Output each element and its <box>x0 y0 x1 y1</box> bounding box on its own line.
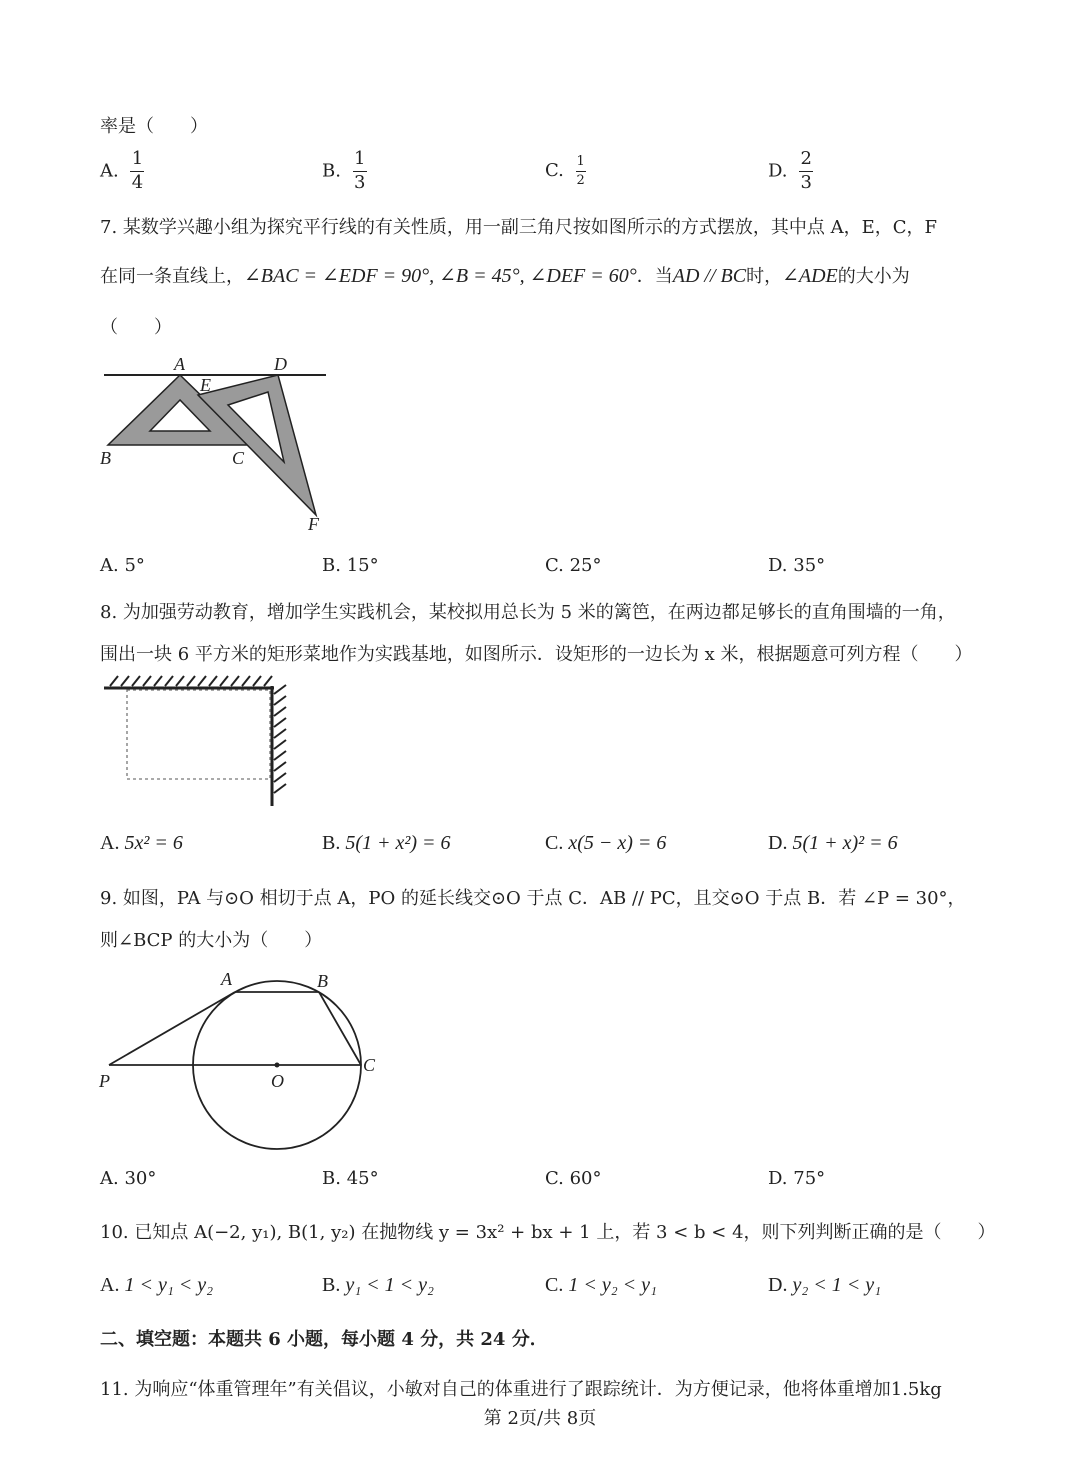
label-a: A <box>221 969 232 989</box>
parallel-condition: AD // BC <box>672 265 747 287</box>
label-c: C <box>363 1055 376 1075</box>
hatch-mark <box>264 676 272 686</box>
q10-option-d: D. y₂ < 1 < y₁ <box>768 1274 882 1296</box>
hatch-mark <box>220 676 228 686</box>
q6-option-b <box>322 150 367 193</box>
option-letter: B. <box>322 160 341 182</box>
q9-option-a: A. 30° <box>100 1168 157 1189</box>
angle-ade: ∠ADE <box>782 265 838 287</box>
q8-option-c: C. x(5 − x) = 6 <box>545 832 667 854</box>
label-o: O <box>271 1071 284 1091</box>
q7-option-b: B. 15° <box>322 555 379 576</box>
q7-option-c: C. 25° <box>545 555 602 576</box>
hatch-mark <box>154 676 162 686</box>
hatch-mark <box>274 696 286 705</box>
angle-equation: ∠BAC = ∠EDF = 90°, ∠B = 45°, ∠DEF = 60° <box>244 265 637 287</box>
option-letter: A. <box>100 160 119 182</box>
q6-option-d <box>768 150 813 193</box>
q6-tail: 率是（ ） <box>100 116 208 137</box>
wall-hatching <box>110 676 286 793</box>
vegetable-plot <box>127 690 270 779</box>
hatch-mark <box>274 729 286 738</box>
option-letter: C. <box>545 160 564 182</box>
tangent-pa <box>109 992 235 1065</box>
option-letter: D. <box>768 160 788 182</box>
q7-line3: （ ） <box>100 317 172 338</box>
q7-triangle-figure <box>98 350 338 540</box>
fraction: $\frac{1}{2}$ <box>576 154 585 188</box>
hatch-mark <box>143 676 151 686</box>
center-point <box>275 1063 280 1068</box>
fraction: $\frac{1}{3}$ <box>353 148 366 193</box>
hatch-mark <box>274 707 286 716</box>
hatch-mark <box>253 676 261 686</box>
q8-wall-figure <box>100 672 300 812</box>
q6-option-a <box>100 150 144 193</box>
label-b: B <box>317 971 328 991</box>
label-b: B <box>100 448 111 468</box>
label-p: P <box>99 1071 110 1091</box>
q11-line1: 11. 为响应“体重管理年”有关倡议，小敏对自己的体重进行了跟踪统计．为方便记录，他将体重增加1.5kg <box>100 1379 942 1400</box>
q9-option-b: B. 45° <box>322 1168 379 1189</box>
q9-circle-figure <box>95 965 395 1160</box>
q8-option-a: A. 5x² = 6 <box>100 832 183 854</box>
hatch-mark <box>274 718 286 727</box>
hatch-mark <box>209 676 217 686</box>
hatch-mark <box>198 676 206 686</box>
section-heading: 二、填空题：本题共 6 小题，每小题 4 分，共 24 分． <box>100 1329 548 1350</box>
label-a: A <box>174 354 185 374</box>
q9-option-c: C. 60° <box>545 1168 602 1189</box>
q7-option-a: A. 5° <box>100 555 145 576</box>
q9-line2: 则∠BCP 的大小为（ ） <box>100 930 323 951</box>
q10-option-a: A. 1 < y₁ < y₂ <box>100 1274 214 1296</box>
q7-line1: 7. 某数学兴趣小组为探究平行线的有关性质，用一副三角尺按如图所示的方式摆放，其中点 A，E，C，F <box>100 217 938 238</box>
hatch-mark <box>132 676 140 686</box>
label-f: F <box>308 514 319 534</box>
label-c: C <box>232 448 245 468</box>
page-footer: 第 2页/共 8页 <box>483 1408 597 1429</box>
q7-line2: 在同一条直线上，∠BAC = ∠EDF = 90°, ∠B = 45°, ∠DEF = 60°．当AD // BC时，∠ADE的大小为 <box>100 265 910 287</box>
hatch-mark <box>121 676 129 686</box>
hatch-mark <box>176 676 184 686</box>
q9-line1: 9. 如图，PA 与⊙O 相切于点 A，PO 的延长线交⊙O 于点 C．AB // PC，且交⊙O 于点 B．若 ∠P = 30°， <box>100 888 966 909</box>
hatch-mark <box>165 676 173 686</box>
hatch-mark <box>274 751 286 760</box>
q10-option-c: C. 1 < y₂ < y₁ <box>545 1274 657 1296</box>
q7-option-d: D. 35° <box>768 555 826 576</box>
label-e: E <box>200 375 211 395</box>
hatch-mark <box>274 773 286 782</box>
label-d: D <box>274 354 287 374</box>
hatch-mark <box>187 676 195 686</box>
q8-line1: 8. 为加强劳动教育，增加学生实践机会，某校拟用总长为 5 米的篱笆，在两边都足够长的直角围墙的一角， <box>100 602 956 623</box>
hatch-mark <box>274 740 286 749</box>
fraction: $\frac{1}{4}$ <box>131 148 144 193</box>
hatch-mark <box>274 784 286 793</box>
q8-option-b: B. 5(1 + x²) = 6 <box>322 832 451 854</box>
q10-option-b: B. y₁ < 1 < y₂ <box>322 1274 434 1296</box>
hatch-mark <box>242 676 250 686</box>
chord-bc <box>319 992 361 1065</box>
hatch-mark <box>274 685 286 694</box>
q9-option-d: D. 75° <box>768 1168 826 1189</box>
hatch-mark <box>110 676 118 686</box>
q6-option-c <box>545 155 586 187</box>
q8-line2: 围出一块 6 平方米的矩形菜地作为实践基地，如图所示．设矩形的一边长为 x 米，根据题意可列方程（ ） <box>100 644 973 665</box>
hatch-mark <box>274 762 286 771</box>
hatch-mark <box>231 676 239 686</box>
q10-line1: 10. 已知点 A(−2, y₁), B(1, y₂) 在抛物线 y = 3x² + bx + 1 上，若 3 < b < 4，则下列判断正确的是（ ） <box>100 1222 996 1243</box>
fraction: $\frac{2}{3}$ <box>800 148 812 193</box>
q8-option-d: D. 5(1 + x)² = 6 <box>768 832 898 854</box>
